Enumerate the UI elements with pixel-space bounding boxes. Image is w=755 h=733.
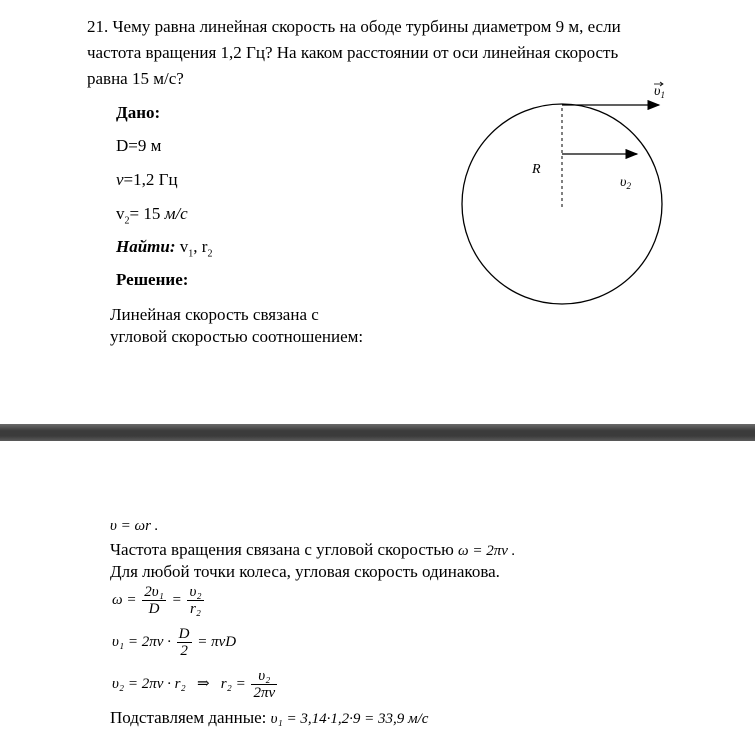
v1-label: $\upsilon_1$ [654, 84, 665, 100]
page-separator [0, 424, 755, 441]
given-diameter: D=9 м [116, 136, 162, 155]
find-line [116, 237, 212, 264]
problem-line-2: частота вращения 1,2 Гц? На каком расстоянии от оси линейная скорость [87, 43, 619, 62]
frequency-value: =1,2 Гц [123, 170, 178, 189]
v2-unit: м/с [164, 204, 188, 223]
solution-title: Решение: [116, 270, 189, 289]
eq4-lhs: υ₁ = 2πν · [112, 633, 171, 650]
find-r-sub: 2 [207, 248, 213, 260]
find-v-sub: 1 [188, 248, 194, 260]
fraction-v2-2pinu: $\frac{\text{υ₂}}{2\pi\nu}$ [253, 668, 276, 701]
eq3-equals: = [171, 591, 182, 608]
find-label: Найти: [116, 237, 176, 256]
equation-v1 [112, 626, 236, 659]
frequency-relation-text: Частота вращения связана с угловой скоростью [110, 540, 459, 559]
equation-v-omega-r: υ = ωr . [110, 518, 159, 534]
turbine-diagram [455, 80, 675, 310]
radius-label: R [532, 162, 541, 177]
fraction-v2-r2: $\frac{\text{υ₂}}{\text{r₂}}$ [189, 584, 202, 617]
equation-r2 [112, 668, 279, 701]
same-omega-line: Для любой точки колеса, угловая скорость одинакова. [110, 562, 500, 581]
substitution-equation: υ₁ = 3,14·1,2·9 = 33,9 м/с [270, 711, 429, 727]
equation-omega-ratio [112, 584, 206, 617]
v2-label: $\upsilon_2$ [620, 175, 631, 191]
given-title: Дано: [116, 103, 161, 122]
v2-main: v [116, 204, 125, 223]
fraction-d-2: $\frac{D}{2}$ [178, 626, 190, 659]
find-v: v [175, 237, 189, 256]
problem-line-1: 21. Чему равна линейная скорость на ободе турбины диаметром 9 м, если [87, 17, 621, 36]
frequency-relation-line [110, 540, 515, 561]
given-frequency [116, 170, 178, 190]
given-speed [116, 204, 188, 231]
fraction-2v1-d: $\frac{\text{2υ₁}}{D}$ [144, 584, 164, 617]
substitution-text: Подставляем данные: [110, 708, 271, 727]
v2-rest: = 15 [129, 204, 165, 223]
eq5-lhs: υ₂ = 2πν · r₂ ⇒ r₂ = [112, 675, 246, 692]
eq4-rhs: = πνD [197, 633, 237, 650]
eq3-lhs: ω = [112, 591, 137, 608]
solution-line-1: Линейная скорость связана с [110, 305, 319, 324]
solution-line-2: угловой скоростью соотношением: [110, 327, 364, 346]
equation-omega: ω = 2πν . [458, 543, 516, 559]
v2-sub: 2 [124, 215, 130, 227]
substitution-line [110, 708, 428, 729]
find-r: , r [193, 237, 208, 256]
problem-line-3: равна 15 м/с? [87, 69, 184, 88]
nu-symbol: ν [116, 170, 124, 189]
